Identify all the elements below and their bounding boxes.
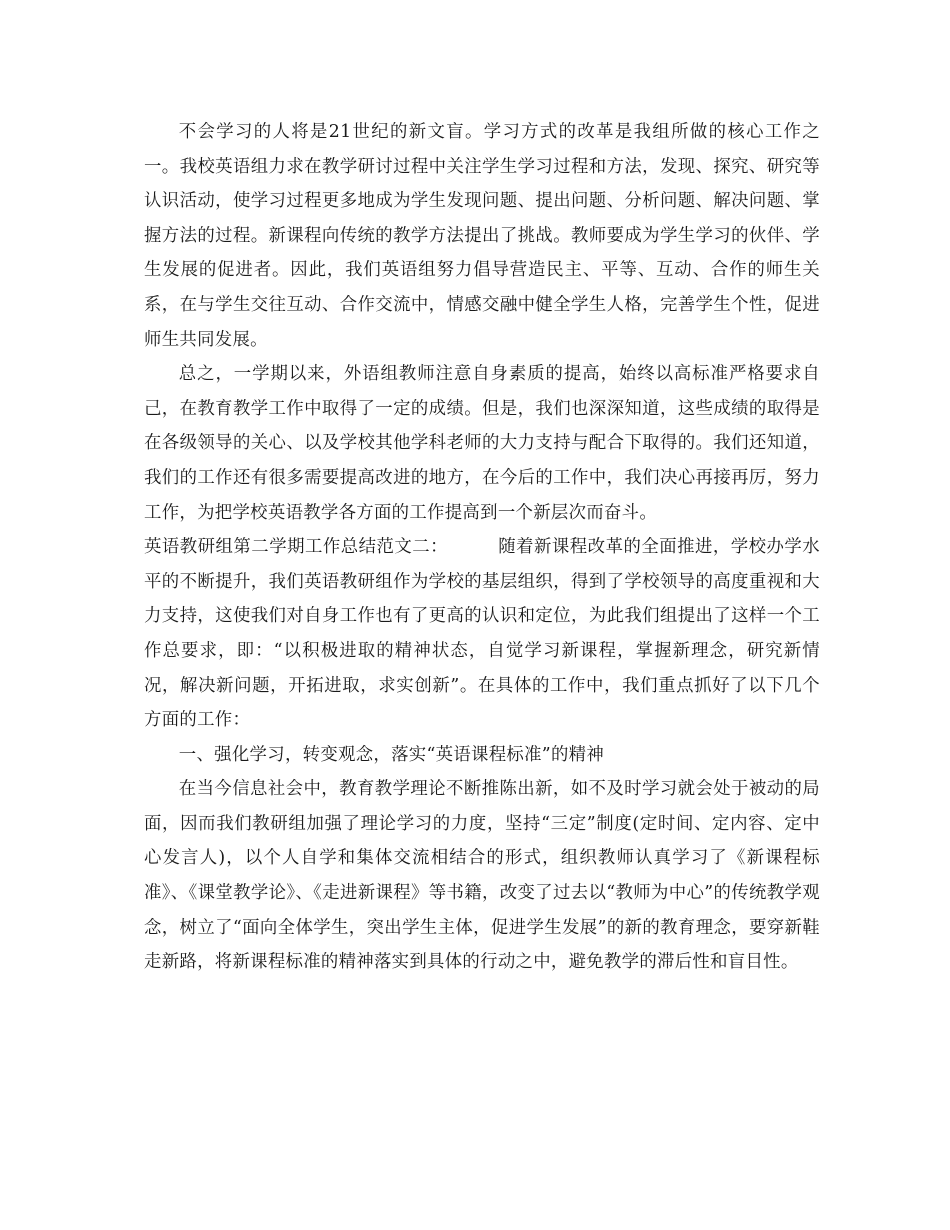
section-title: 英语教研组第二学期工作总结范文二： [144,537,449,558]
paragraph-theory-study: 在当今信息社会中，教育教学理论不断推陈出新，如不及时学习就会处于被动的局面，因而我们教研组加强了理论学习的力度，坚持“三定”制度(定时间、定内容、定中心发言人)，以个人自学和集体交流相结合的形式，组织教师认真学习了《新课程标准》、《课堂教学论》、《走进新课程》等书籍，改变了过去以“教师为中心”的传统教学观念，树立了“面向全体学生，突出学生主体，促进学生发展”的新的教育理念，要穿新鞋走新路，将新课程标准的精神落实到具体的行动之中，避免教学的滞后性和盲目性。 [144,779,820,973]
paragraph-learning-reform: 不会学习的人将是21世纪的新文盲。学习方式的改革是我组所做的核心工作之一。我校英语组力求在教学研讨过程中关注学生学习过程和方法，发现、探究、研究等认识活动，使学习过程更多地成为学生发现问题、提出问题、分析问题、解决问题、掌握方法的过程。新课程向传统的教学方法提出了挑战。教师要成为学生学习的伙伴、学生发展的促进者。因此，我们英语组努力倡导营造民主、平等、互动、合作的师生关系，在与学生交往互动、合作交流中，情感交融中健全学生人格，完善学生个性，促进师生共同发展。 [144,122,820,350]
section-intro: 随着新课程改革的全面推进，学校办学水平的不断提升，我们英语教研组作为学校的基层组织，得到了学校领导的高度重视和大力支持，这使我们对自身工作也有了更高的认识和定位，为此我们组提出了这样一个工作总要求，即：“以积极进取的精神状态，自觉学习新课程，掌握新理念，研究新情况，解决新问题，开拓进取，求实创新”。在具体的工作中，我们重点抓好了以下几个方面的工作： [144,537,820,731]
heading-strengthen-learning: 一、强化学习，转变观念，落实“英语课程标准”的精神 [178,744,605,765]
document-body [144,115,820,980]
paragraph-summary: 总之，一学期以来，外语组教师注意自身素质的提高，始终以高标准严格要求自己，在教育教学工作中取得了一定的成绩。但是，我们也深深知道，这些成绩的取得是在各级领导的关心、以及学校其他学科老师的大力支持与配合下取得的。我们还知道，我们的工作还有很多需要提高改进的地方，在今后的工作中，我们决心再接再厉，努力工作，为把学校英语教学各方面的工作提高到一个新层次而奋斗。 [144,364,820,523]
section-intro-paragraph [144,530,820,738]
